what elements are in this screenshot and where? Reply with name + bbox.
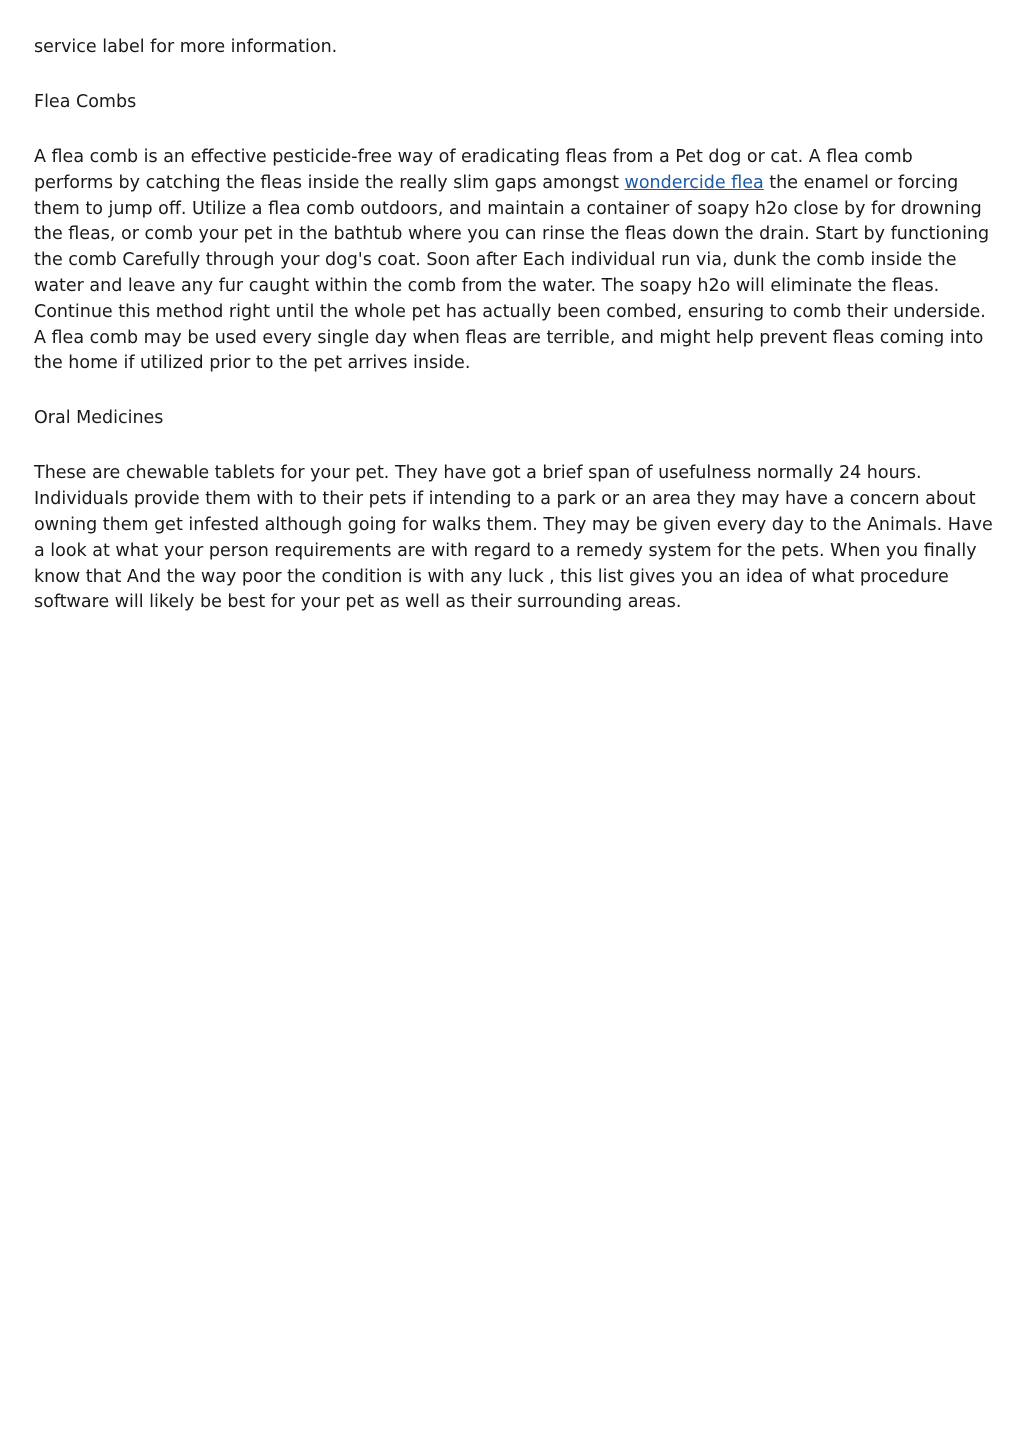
document-page: [34, 35, 994, 645]
flea-combs-text-before-link: A flea comb is an effective pesticide-free way of eradicating fleas from a Pet dog or cat. A flea comb performs by catching the fleas inside the really slim gaps amongst: [34, 146, 913, 193]
flea-combs-paragraph: [34, 145, 994, 377]
oral-medicines-paragraph: These are chewable tablets for your pet. They have got a brief span of usefulness normally 24 hours. Individuals provide them with to their pets if intending to a park or an area they may have a concern about owning them get infested although going for walks them. They may be given every day to the Animals. Have a look at what your person requirements are with regard to a remedy system for the pets. When you finally know that And the way poor the condition is with any luck , this list gives you an idea of what procedure software will likely be best for your pet as well as their surrounding areas.: [34, 463, 993, 613]
wondercide-flea-link[interactable]: wondercide flea: [624, 172, 764, 193]
intro-paragraph-tail: service label for more information.: [34, 37, 338, 57]
section-heading-oral-medicines: Oral Medicines: [34, 408, 164, 429]
flea-combs-text-after-link: the enamel or forcing them to jump off. Utilize a flea comb outdoors, and maintain a container of soapy h2o close by for drowning the fleas, or comb your pet in the bathtub where you can rinse the fleas down the drain. Start by functioning the comb Carefully through your dog's coat. Soon after Each individual run via, dunk the comb inside the water and leave any fur caught within the comb from the water. The soapy h2o will eliminate the fleas. Continue this method right until the whole pet has actually been combed, ensuring to comb their underside. A flea comb may be used every single day when fleas are terrible, and might help prevent fleas coming into the home if utilized prior to the pet arrives inside.: [34, 172, 990, 374]
section-heading-flea-combs: Flea Combs: [34, 91, 137, 112]
